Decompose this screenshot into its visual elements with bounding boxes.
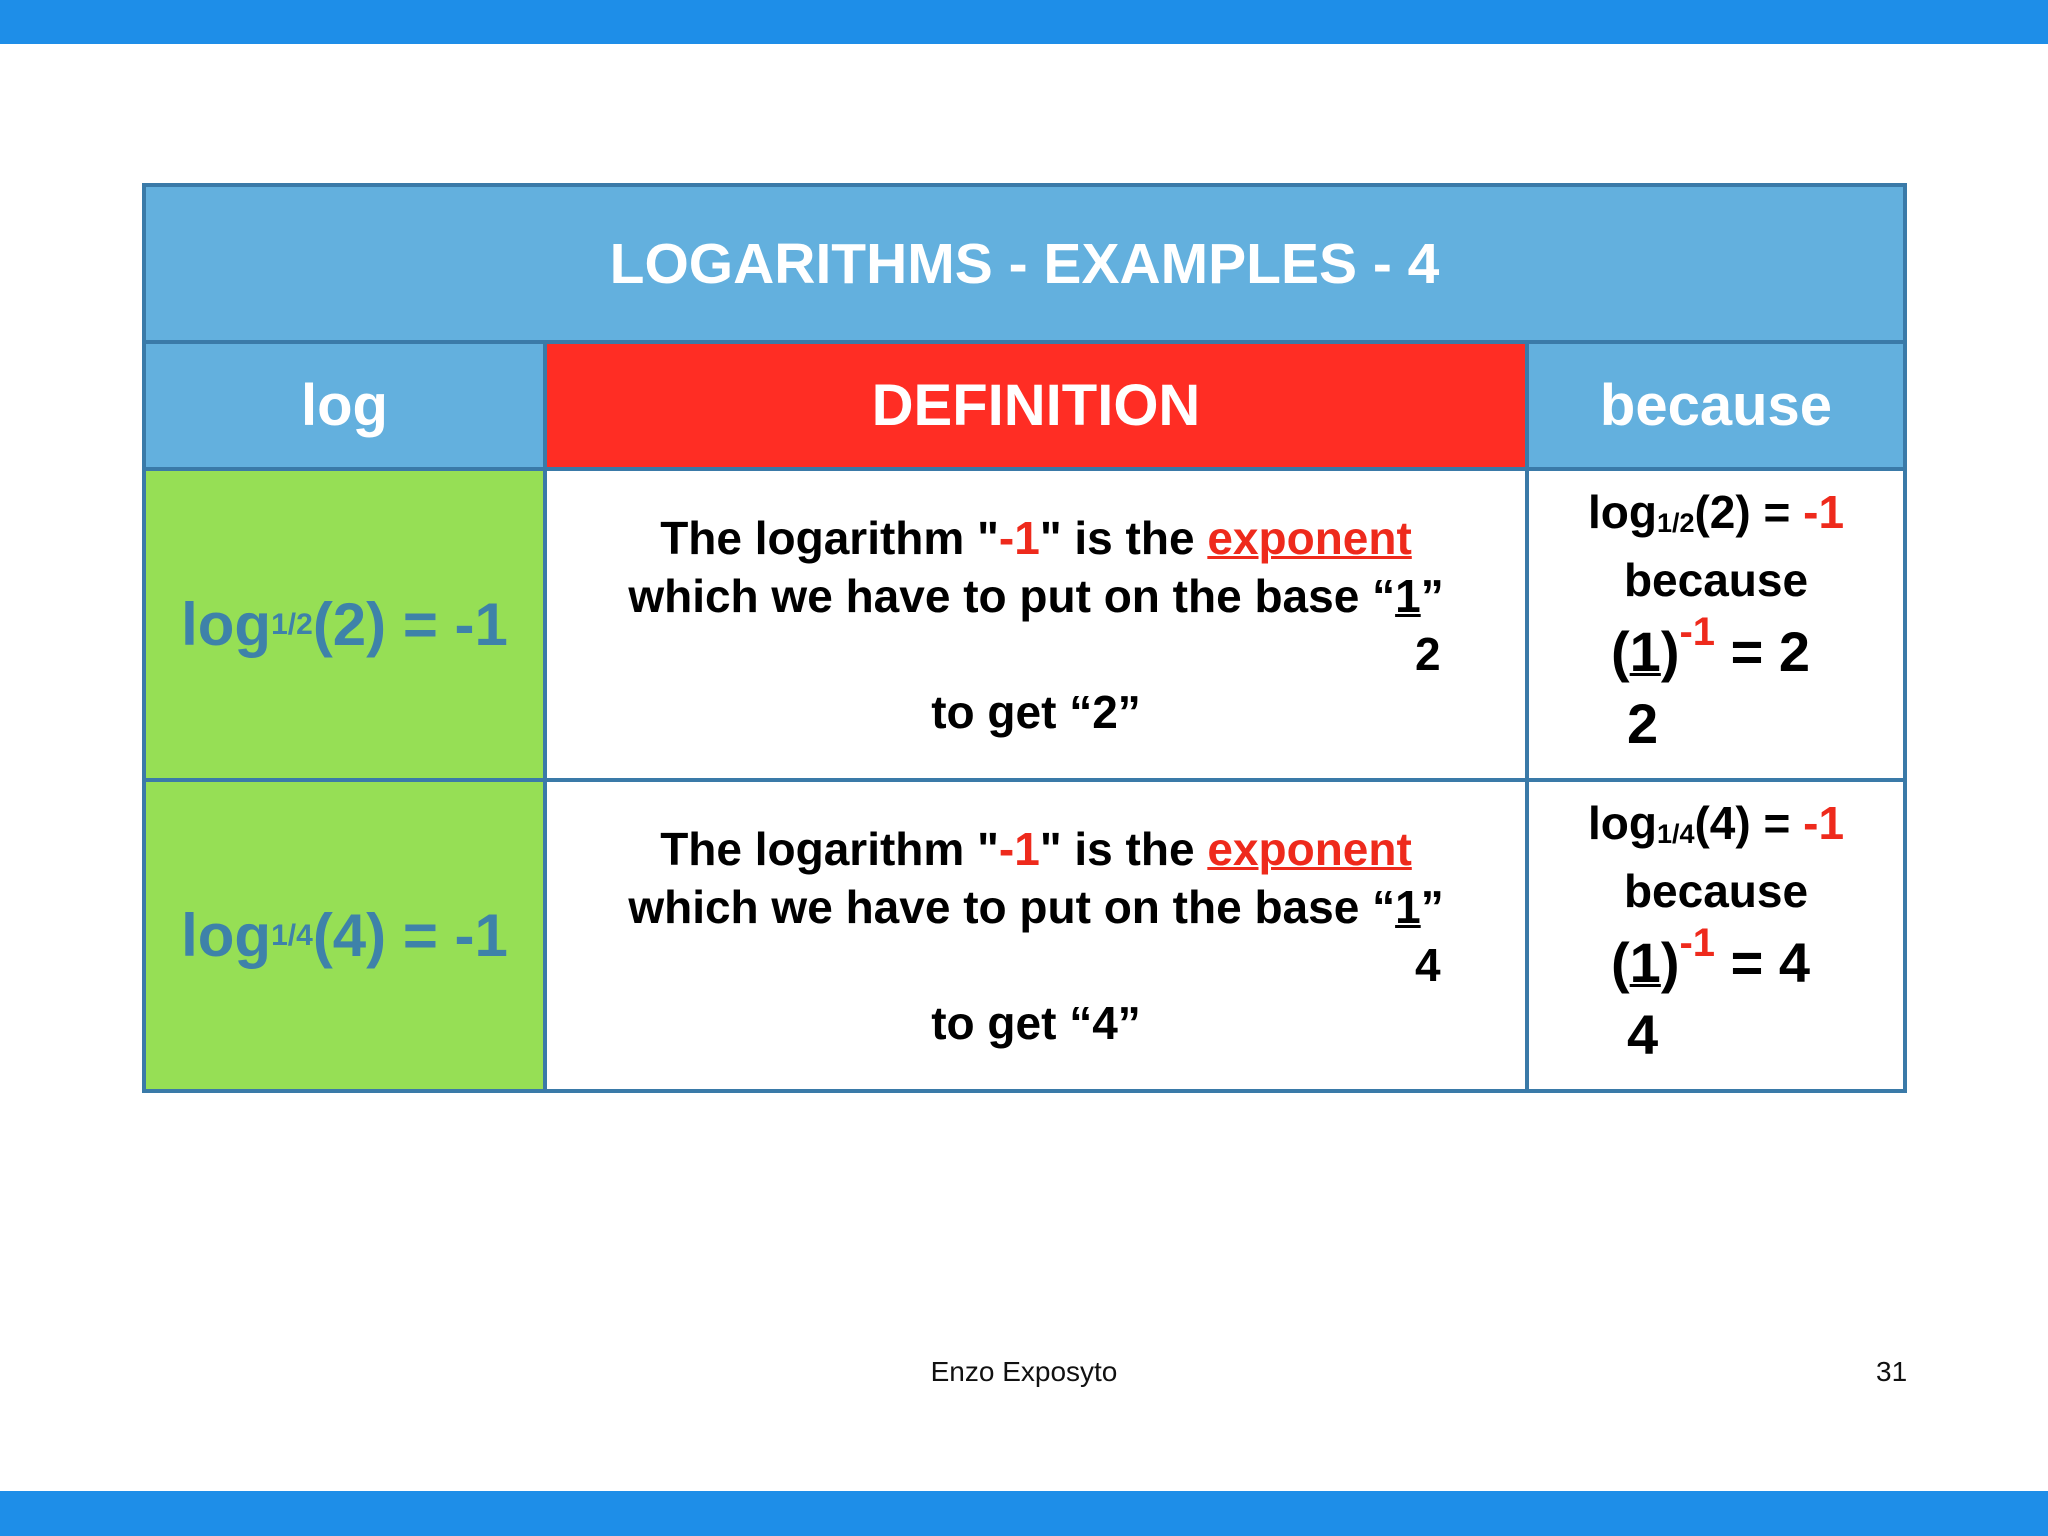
base-numerator: 1 (1395, 570, 1421, 622)
log-prefix: log (181, 591, 272, 658)
definition-cell (547, 782, 1529, 1089)
exponent-value: -1 (998, 823, 1040, 875)
power-numerator: 1 (1629, 620, 1661, 683)
log-argument: (2) = -1 (312, 591, 508, 658)
base-denominator: 4 (1415, 939, 1441, 991)
because-log-statement: log1/4(4) = -1 (1587, 797, 1845, 849)
column-header-log: log (146, 344, 547, 471)
log-prefix: log (181, 902, 272, 969)
because-result: -1 (1803, 797, 1845, 849)
because-result: -1 (1803, 486, 1845, 538)
power-exponent: -1 (1679, 610, 1716, 654)
log-argument: (4) = -1 (312, 902, 508, 969)
table-title: LOGARITHMS - EXAMPLES - 4 (146, 187, 1903, 344)
definition-cell (547, 471, 1529, 782)
power-numerator: 1 (1629, 931, 1661, 994)
definition-line-1: The logarithm "-1" is the exponent (660, 512, 1412, 564)
footer-author: Enzo Exposyto (930, 1356, 1118, 1387)
log-base: 1/4 (271, 918, 313, 952)
bottom-accent-bar (0, 1491, 2048, 1536)
definition-line-2: which we have to put on the base “1” (628, 570, 1444, 622)
exponent-keyword: exponent (1207, 823, 1412, 875)
because-word: because (1623, 865, 1809, 917)
top-accent-bar (0, 0, 2048, 44)
power-expression: (1)-1 = 4 (1611, 921, 1811, 994)
power-denominator: 2 (1627, 692, 1659, 755)
log-expression-cell (146, 782, 547, 1089)
definition-line-3: to get “4” (931, 997, 1141, 1049)
log-expression-cell (146, 471, 547, 782)
base-denominator: 2 (1415, 628, 1441, 680)
page-number: 31 (1876, 1356, 1908, 1387)
power-denominator: 4 (1627, 1003, 1659, 1066)
definition-line-3: to get “2” (931, 686, 1141, 738)
exponent-keyword: exponent (1207, 512, 1412, 564)
column-header-because: because (1529, 344, 1903, 471)
logarithms-table (142, 183, 1907, 1093)
because-cell (1529, 782, 1903, 1089)
log-base: 1/2 (271, 607, 313, 641)
definition-line-2: which we have to put on the base “1” (628, 881, 1444, 933)
definition-line-1: The logarithm "-1" is the exponent (660, 823, 1412, 875)
base-numerator: 1 (1395, 881, 1421, 933)
because-word: because (1623, 554, 1809, 606)
power-expression: (1)-1 = 2 (1611, 610, 1811, 683)
exponent-value: -1 (998, 512, 1040, 564)
because-log-statement: log1/2(2) = -1 (1587, 486, 1845, 538)
because-cell (1529, 471, 1903, 782)
column-header-definition: DEFINITION (547, 344, 1529, 471)
power-exponent: -1 (1679, 921, 1716, 965)
